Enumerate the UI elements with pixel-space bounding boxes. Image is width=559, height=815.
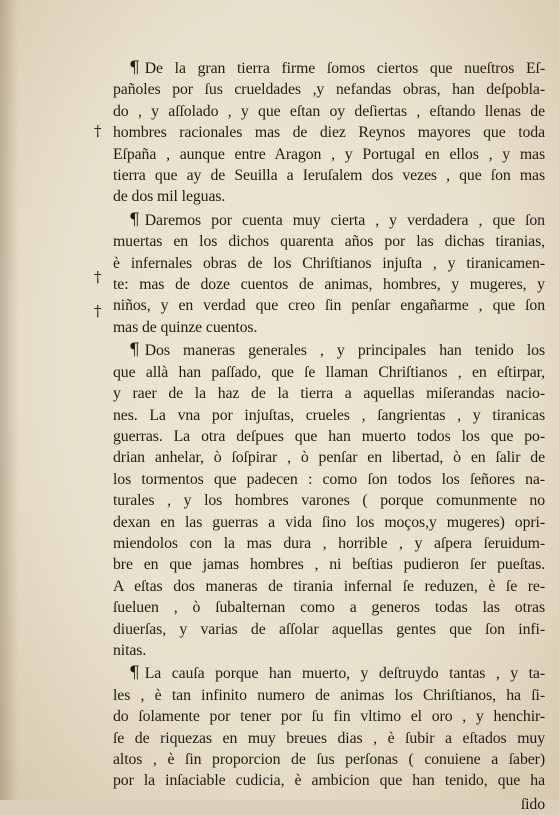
pilcrow-mark: ¶ [129,663,140,684]
page-gutter-shadow [0,0,18,800]
text-line: nitas. [113,641,147,659]
text-line: A eſtas dos maneras de tirania infernal ſe reduzen, è ſe re- [113,577,545,595]
text-line: niños, y en verdad que creo ſin penſar engañarme , que ſon [113,297,545,315]
text-line: por la inſaciable cudicia, è ambicion que han tenido, que ha [113,772,545,790]
text-line: ¶ Dos maneras generales , y principales han tenido los [129,340,545,361]
catchword: ſido [520,795,545,813]
text-line: bre en que jamas hombres , ni beſtias pudieron ſer pueſtas. [113,556,545,574]
text-line: do ſolamente por tener por ſu fin vltimo el oro , y henchir- [113,708,545,726]
text-line: te: mas de doze cuentos de animas, hombres, y mugeres, y [113,276,545,294]
text-line: ¶ Daremos por cuenta muy cierta , y verdadera , que ſon [129,209,545,230]
margin-cross-mark: † [94,122,102,140]
text-line: dexan en las guerras a vida ſino los moços,y mugeres) opri- [113,513,545,531]
text-line: ſueluen , ò ſubalternan como a generos todas las otras [113,599,545,617]
pilcrow-mark: ¶ [129,58,140,78]
text-line: nes. La vna por injuſtas, crueles , ſangrientas , y tiranicas [113,406,545,424]
text-line: tierra que ay de Seuilla a Ieruſalem dos vezes , que ſon mas [113,167,545,185]
text-line: guerras. La otra deſpues que han muerto todos los que po- [113,427,545,445]
margin-cross-mark: † [94,268,102,286]
text-line: miendolos con la mas dura , horrible , y aſpera ſeruidum- [113,534,545,552]
paragraph [113,58,545,208]
text-line: turales , y los hombres varones ( porque comunmente no [113,492,545,510]
text-line: Eſpaña , aunque entre Aragon , y Portugal en ellos , y mas [113,145,545,163]
text-line: mas de quinze cuentos. [113,318,258,336]
body-text [113,58,545,815]
paragraph [113,663,545,791]
text-line: que allà han paſſado, que ſe llaman Chriſtianos , en eſtirpar, [113,363,545,381]
paragraph [113,340,545,661]
text-line: de dos mil leguas. [113,188,226,206]
text-line: ¶ De la gran tierra firme ſomos ciertos que nueſtros Eſ- [129,58,545,78]
margin-cross-mark: † [94,302,102,320]
pilcrow-mark: ¶ [129,340,140,361]
text-line: los tormentos que padecen : como ſon todos los ſeñores na- [113,470,545,488]
text-line: ¶ La cauſa porque han muerto, y deſtruydo tantas , y ta- [129,663,545,684]
text-line: altos , è ſin proporcion de ſus perſonas ( conuiene a ſaber) [113,751,545,768]
text-line: hombres racionales mas de diez Reynos mayores que toda [113,124,545,142]
text-line: les , è tan infinito numero de animas los Chriſtianos, ha ſi- [113,686,545,704]
paragraph [113,210,545,338]
text-line: diuerſas, y varias de aſſolar aquellas gentes que ſon infi- [113,620,545,638]
text-line: muertas en los dichos quarenta años por las dichas tiranias, [113,233,545,251]
text-line: drian anhelar, ò ſoſpirar , ò penſar en libertad, ò en ſalir de [113,449,545,467]
text-line: ſe de riquezas en muy breues dias , è ſubir a eſtados muy [113,729,545,747]
text-line: y raer de la haz de la tierra a aquellas miſerandas nacio- [113,385,545,403]
text-line: do , y aſſolado , y que eſtan oy deſiertas , eſtando llenas de [113,102,545,120]
pilcrow-mark: ¶ [129,209,140,230]
text-line: è infernales obras de los Chriſtianos injuſta , y tiranicamen- [113,254,545,272]
text-line: pañoles por ſus crueldades ,y nefandas obras, han deſpobla- [113,81,545,99]
